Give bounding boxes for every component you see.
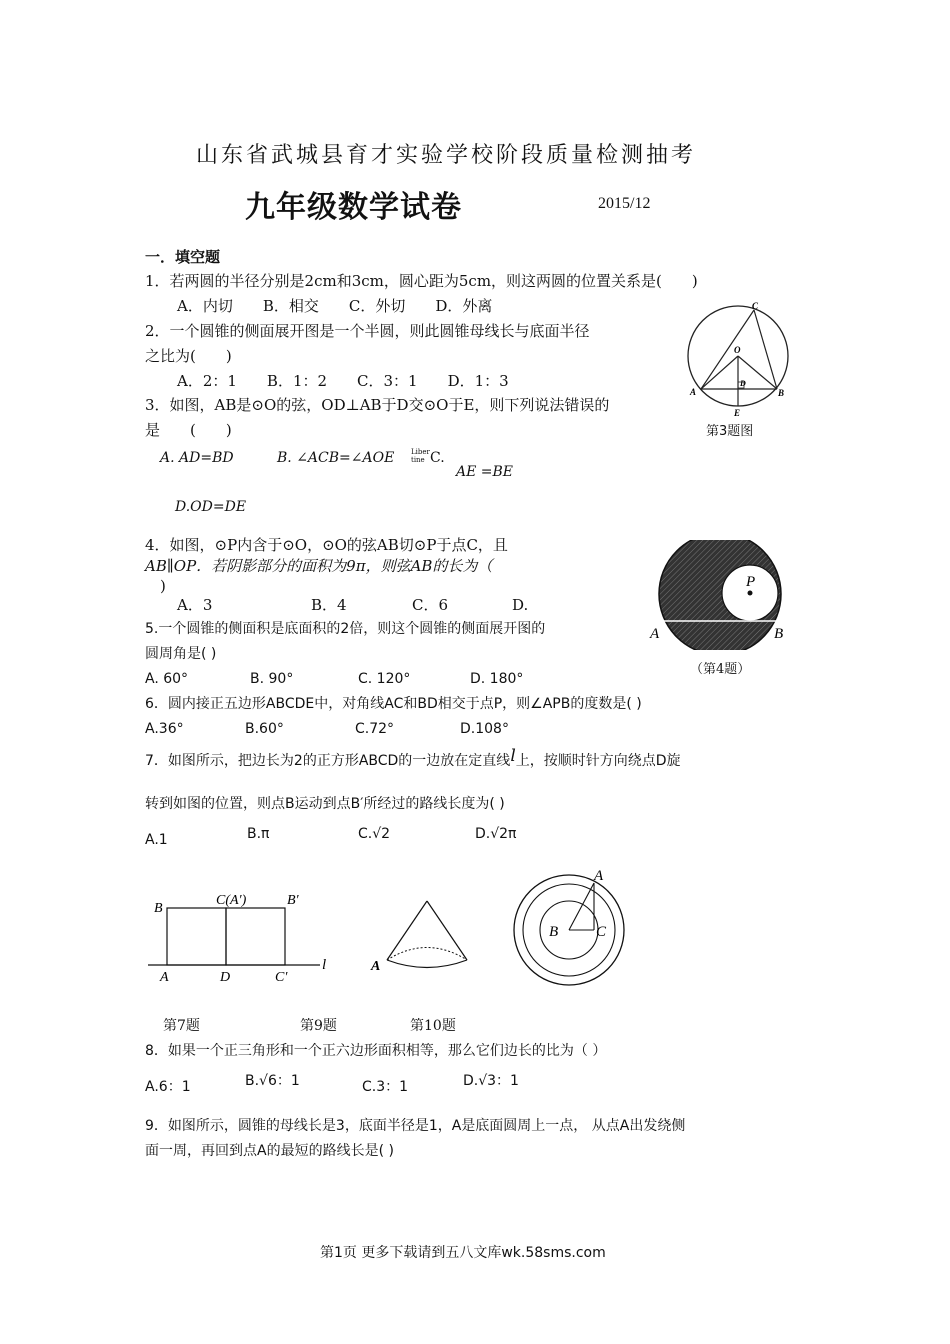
q5-option-c: C. 120° bbox=[358, 671, 411, 687]
q7-option-d: D.√2π bbox=[475, 826, 517, 842]
page-title: 九年级数学试卷 bbox=[245, 190, 462, 225]
q4-figure bbox=[646, 540, 796, 650]
q4-label-b: B bbox=[774, 626, 784, 642]
q7-label-ca: C(A′) bbox=[216, 893, 247, 908]
q5-stem-line2: 圆周角是( ) bbox=[145, 646, 217, 662]
q3-caption: 第3题图 bbox=[706, 424, 754, 439]
caption-q10: 第10题 bbox=[410, 1018, 456, 1034]
q3-option-b-note: Liber tine bbox=[411, 448, 430, 464]
q7-option-c: C.√2 bbox=[358, 826, 391, 842]
q7-stem-line2: 转到如图的位置，则点B运动到点B′所经过的路线长度为( ) bbox=[145, 796, 505, 812]
q6-option-b: B.60° bbox=[245, 721, 284, 737]
q4-stem-line1: 4．如图，⊙P内含于⊙O，⊙O的弦AB切⊙P于点C，且 bbox=[145, 536, 508, 554]
q10-figure bbox=[505, 862, 645, 1002]
q3-option-c-expr: AE =BE bbox=[456, 464, 514, 480]
q7-label-bp: B′ bbox=[287, 893, 299, 908]
q9-stem-line1: 9．如图所示，圆锥的母线长是3，底面半径是1，A是底面圆周上一点， 从点A出发绕侧 bbox=[145, 1118, 686, 1134]
q9-label-a: A bbox=[371, 959, 381, 974]
q3-label-a: A bbox=[690, 387, 697, 397]
q4-stem-line2: AB∥OP．若阴影部分的面积为9π，则弦AB的长为（ bbox=[145, 557, 493, 575]
section-heading: 一．填空题 bbox=[145, 248, 221, 266]
q7-option-b: B.π bbox=[247, 826, 270, 842]
q4-option-c: C．6 bbox=[412, 596, 449, 614]
q3-option-b: B. ∠ACB=∠AOE bbox=[277, 450, 395, 466]
q3-label-e: E bbox=[734, 408, 741, 418]
q7-stem-line1 bbox=[145, 746, 681, 771]
q6-option-a: A.36° bbox=[145, 721, 184, 737]
q5-option-b: B. 90° bbox=[250, 671, 294, 687]
school-header: 山东省武城县育才实验学校阶段质量检测抽考 bbox=[196, 143, 697, 168]
q9-figure bbox=[370, 895, 480, 980]
q7-label-l: l bbox=[322, 957, 327, 973]
q3-stem-line1: 3．如图，AB是⊙O的弦，OD⊥AB于D交⊙O于E，则下列说法错误的 bbox=[145, 396, 610, 414]
q3-figure bbox=[684, 296, 794, 426]
q1-stem: 1．若两圆的半径分别是2cm和3cm，圆心距为5cm，则这两圆的位置关系是( ) bbox=[145, 272, 698, 290]
q7-label-b: B bbox=[154, 901, 163, 916]
q3-option-a: A. AD=BD bbox=[160, 450, 234, 466]
q7-square-rotated bbox=[226, 908, 285, 965]
q4-option-a: A．3 bbox=[177, 596, 213, 614]
q4-label-p: P bbox=[746, 574, 756, 590]
q7-figure bbox=[140, 885, 340, 995]
q5-option-a: A. 60° bbox=[145, 671, 189, 687]
q3-label-o: O bbox=[734, 345, 741, 355]
q3-label-c: C bbox=[752, 301, 759, 311]
q8-option-c: C.3：1 bbox=[362, 1079, 409, 1095]
q5-option-d: D. 180° bbox=[470, 671, 524, 687]
q9-stem-line2: 面一周，再回到点A的最短的路线长是( ) bbox=[145, 1143, 394, 1159]
q7-label-a: A bbox=[160, 970, 169, 985]
q10-label-a: A bbox=[594, 868, 604, 884]
q7-label-d: D bbox=[220, 970, 231, 985]
q7-label-cp: C′ bbox=[275, 970, 288, 985]
q4-option-b: B．4 bbox=[311, 596, 347, 614]
q2-stem-line2: 之比为( ) bbox=[145, 347, 232, 365]
q8-stem: 8．如果一个正三角形和一个正六边形面积相等，那么它们边长的比为（ ） bbox=[145, 1043, 607, 1059]
q10-label-b: B bbox=[549, 924, 559, 940]
q8-option-b: B.√6：1 bbox=[245, 1073, 300, 1089]
q7-stem-part2: 上，按顺时针方向绕点D旋 bbox=[515, 753, 681, 769]
q4-stem-line3: ) bbox=[160, 577, 166, 595]
q5-stem-line1: 5.一个圆锥的侧面积是底面积的2倍，则这个圆锥的侧面展开图的 bbox=[145, 621, 546, 637]
q4-option-d: D. bbox=[512, 596, 529, 614]
q6-option-d: D.108° bbox=[460, 721, 509, 737]
q3-option-c-label: C. bbox=[430, 450, 445, 466]
q4-caption: （第4题） bbox=[690, 662, 751, 677]
q8-option-d: D.√3：1 bbox=[463, 1073, 519, 1089]
q7-stem-line-symbol: l bbox=[510, 746, 516, 766]
caption-q9: 第9题 bbox=[300, 1018, 337, 1034]
q7-square-original bbox=[167, 908, 226, 965]
q1-options: A．内切 B．相交 C．外切 D．外离 bbox=[177, 297, 493, 315]
q8-option-a: A.6：1 bbox=[145, 1079, 191, 1095]
q3-stem-line2: 是 ( ) bbox=[145, 421, 232, 439]
q6-option-c: C.72° bbox=[355, 721, 395, 737]
page-footer: 第1页 更多下载请到五八文库wk.58sms.com bbox=[320, 1245, 606, 1261]
q2-stem-line1: 2．一个圆锥的侧面展开图是一个半圆，则此圆锥母线长与底面半径 bbox=[145, 322, 590, 340]
caption-q7: 第7题 bbox=[163, 1018, 200, 1034]
q7-stem-part1: 7．如图所示，把边长为2的正方形ABCD的一边放在定直线 bbox=[145, 753, 511, 769]
q3-label-b: B bbox=[778, 388, 785, 398]
q2-options: A．2：1 B．1：2 C．3：1 D．1：3 bbox=[177, 372, 509, 390]
q7-option-a: A.1 bbox=[145, 832, 168, 848]
q4-label-a: A bbox=[650, 626, 660, 642]
exam-date: 2015/12 bbox=[598, 195, 651, 212]
q3-label-d: D bbox=[740, 379, 746, 388]
q10-label-c: C bbox=[596, 924, 607, 940]
q6-stem: 6．圆内接正五边形ABCDE中，对角线AC和BD相交于点P，则∠APB的度数是( ) bbox=[145, 696, 642, 712]
q3-option-d: D.OD=DE bbox=[175, 499, 247, 515]
